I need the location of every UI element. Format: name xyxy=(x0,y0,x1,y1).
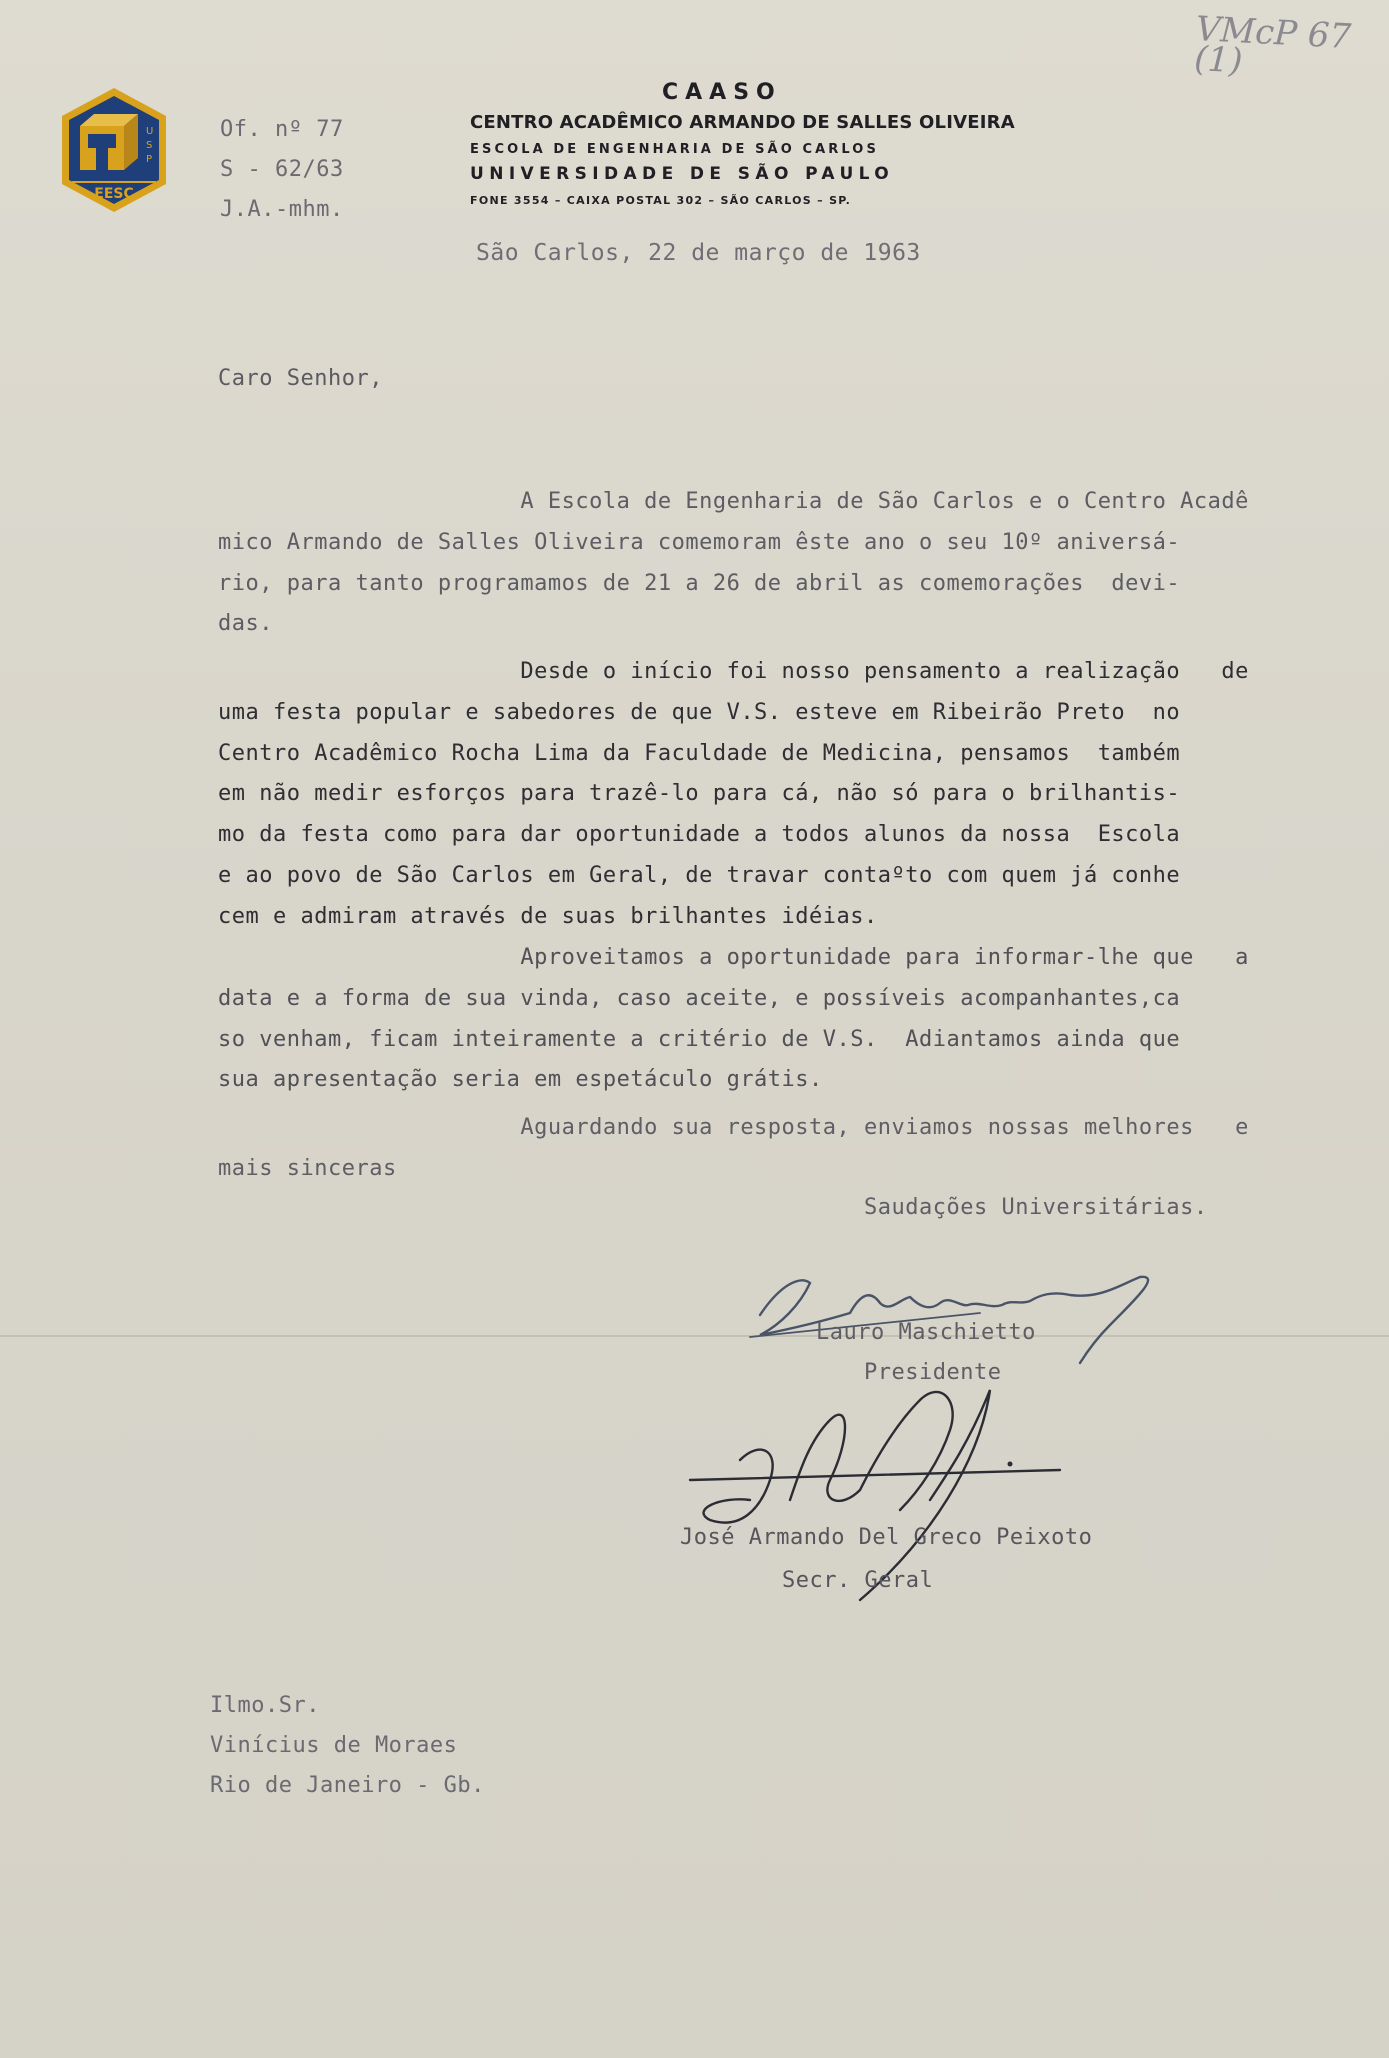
logo-usp-u: U xyxy=(146,126,154,137)
signatory-president-name: Lauro Maschietto xyxy=(816,1320,1036,1345)
letterhead-school: ESCOLA DE ENGENHARIA DE SÃO CARLOS xyxy=(470,142,879,157)
addressee-block xyxy=(210,1686,485,1806)
signature-president xyxy=(740,1255,1200,1375)
signatory-secretary-title: Secr. Geral xyxy=(782,1568,934,1593)
addressee-city: Rio de Janeiro - Gb. xyxy=(210,1773,485,1798)
logo-usp-p: P xyxy=(146,154,153,165)
closing: Saudações Universitárias. xyxy=(864,1195,1208,1220)
letterhead-title: CAASO xyxy=(662,80,782,105)
paragraph-3: Aproveitamos a oportunidade para informar-lhe que a data e a forma de sua vinda, caso aceite, e possíveis acompanhantes,ca so venham, ficam inteiramente a critério de V.S. Adiantamos ainda que sua apresentação seria em espetáculo grátis. xyxy=(218,945,1249,1093)
reference-series: S - 62/63 xyxy=(220,157,344,182)
reference-office-number: Of. nº 77 xyxy=(220,117,344,142)
archive-handwritten-note: VMcP 67 (1) xyxy=(1193,8,1353,82)
eesc-usp-logo xyxy=(58,86,170,214)
signatory-secretary-name: José Armando Del Greco Peixoto xyxy=(680,1525,1093,1550)
signatory-president-title: Presidente xyxy=(864,1360,1002,1385)
logo-eesc-text: EESC xyxy=(94,186,134,202)
logo-usp-text: USP xyxy=(58,86,60,87)
letter-date: São Carlos, 22 de março de 1963 xyxy=(476,240,921,266)
salutation: Caro Senhor, xyxy=(218,366,383,391)
paragraph-4: Aguardando sua resposta, enviamos nossas melhores e mais sinceras xyxy=(218,1115,1249,1181)
paragraph-2: Desde o início foi nosso pensamento a realização de uma festa popular e sabedores de que V.S. esteve em Ribeirão Preto no Centro Acadêmico Rocha Lima da Faculdade de Medicina, pensamos também em não medir esforços para trazê-lo para cá, não só para o brilhantis- mo da festa como para dar oportunidade a todos alunos da nossa Escola e ao povo de São Carlos em Geral, de travar contaºto com quem já conhe cem e admiram através de suas brilhantes idéias. xyxy=(218,659,1249,929)
paragraph-1: A Escola de Engenharia de São Carlos e o Centro Acadê mico Armando de Salles Oliveira comemoram êste ano o seu 10º aniversá- rio, para tanto programamos de 21 a 26 de abril as comemorações devi- das. xyxy=(218,489,1249,637)
reference-block xyxy=(220,110,344,230)
letterhead-organization: CENTRO ACADÊMICO ARMANDO DE SALLES OLIVEIRA xyxy=(470,112,1015,133)
reference-initials: J.A.-mhm. xyxy=(220,197,344,222)
letterhead-university: UNIVERSIDADE DE SÃO PAULO xyxy=(470,164,895,184)
logo-usp-s: S xyxy=(146,140,153,151)
addressee-honorific: Ilmo.Sr. xyxy=(210,1693,320,1718)
letterhead-contact: FONE 3554 – CAIXA POSTAL 302 – SÃO CARLOS – SP. xyxy=(470,194,852,207)
addressee-name: Vinícius de Moraes xyxy=(210,1733,458,1758)
eesc-logo-icon xyxy=(58,86,170,214)
